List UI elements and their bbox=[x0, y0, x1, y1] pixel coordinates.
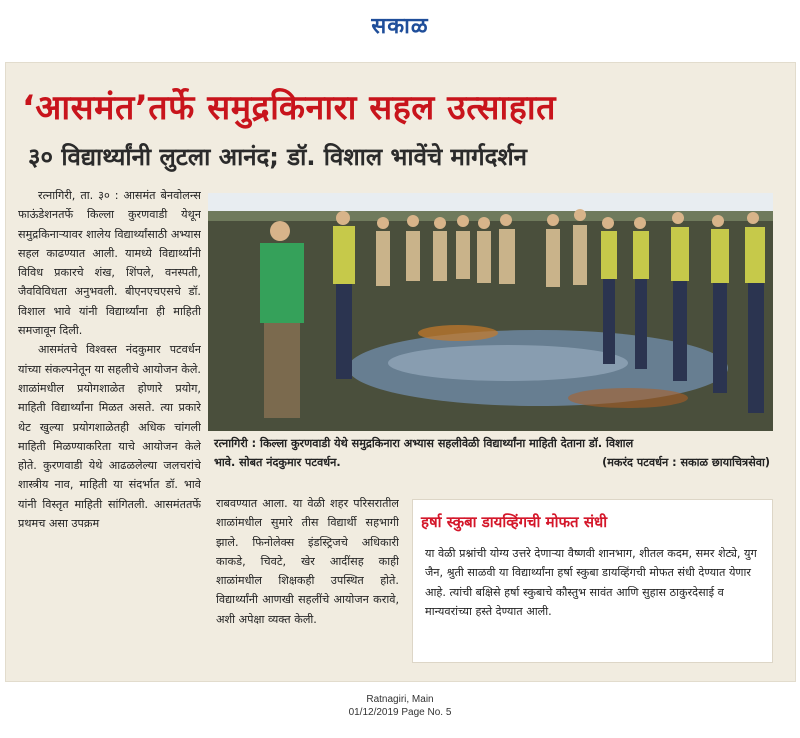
article-paragraph: राबवण्यात आला. या वेळी शहर परिसरातील शाळांमधील सुमारे तीस विद्यार्थी सहभागी झाले. फिनोलेक्स इंडस्ट्रिजचे अधिकारी काकडे, चिवटे, खेर आदींसह काही शाळांमधील शिक्षकही उपस्थित होते. विद्यार्थ्यांनी आणखी सहलींचे आयोजन करावे, अशी अपेक्षा व्यक्त केली. bbox=[216, 497, 399, 626]
article-paragraph: आसमंतचे विश्वस्त नंदकुमार पटवर्धन यांच्या संकल्पनेतून या सहलीचे आयोजन केले. शाळांमधील प्रयोगशाळेत होणारे प्रयोग, माहिती विद्यार्थ्यांना मिळत असते. त्या प्रकारे थेट खुल्या प्रयोगशाळेतही अधिक चांगली माहिती मिळण्याकरिता याचे आयोजन केले होते. कुरणवाडी येथे आढळलेल्या जलचरांचे शास्त्रीय नाव, माहिती या संदर्भात डॉ. भावे यांनी विस्तृत माहिती सांगितली. आसमंततर्फे प्रथमच असा उपक्रम bbox=[18, 343, 201, 531]
masthead-logo: सकाळ bbox=[371, 14, 429, 39]
footer-date-page: 01/12/2019 Page No. 5 bbox=[348, 707, 452, 718]
sidebar-box bbox=[412, 499, 773, 663]
article-paragraph: रत्नागिरी, ता. ३० : आसमंत बेनवोलन्स फाऊंडेशनतर्फे किल्ला कुरणवाडी येथून समुद्रकिनाऱ्यावर शालेय विद्यार्थ्यांसाठी अभ्यास सहल काढण्यात आली. यामध्ये विद्यार्थ्यांनी विविध प्रकारचे शंख, शिंपले, वनस्पती, जैवविविधता अनुभवली. बीएनएचएसचे डॉ. विशाल भावे यांनी विद्यार्थ्यांना ही माहिती समजावून दिली. bbox=[18, 189, 201, 338]
caption-line-1: रत्नागिरी : किल्ला कुरणवाडी येथे समुद्रकिनारा अभ्यास सहलीवेळी विद्यार्थ्यांना माहिती देताना डॉ. विशाल bbox=[214, 437, 634, 450]
photo-credit: (मकरंद पटवर्धन : सकाळ छायाचित्रसेवा) bbox=[602, 456, 770, 469]
headline: ‘आसमंत’तर्फे समुद्रकिनारा सहल उत्साहात bbox=[22, 88, 557, 128]
article-column-2 bbox=[216, 494, 399, 669]
footer-edition: Ratnagiri, Main bbox=[366, 694, 434, 705]
article-column-1 bbox=[18, 186, 201, 676]
box-body: या वेळी प्रश्नांची योग्य उत्तरे देणाऱ्या वैष्णवी शानभाग, शीतल कदम, समर शेट्ये, युग जैन, श्रुती साळवी या विद्यार्थ्यांना हर्षा स्कुबा डायव्हिंगची मोफत संधी देण्यात येणार आहे. त्यांची बक्षिसे हर्षा स्कुबाचे कौस्तुभ सावंत आणि सुहास ठाकुरदेसाई व मान्यवरांच्या हस्ते देण्यात आली. bbox=[425, 547, 757, 618]
news-photo bbox=[208, 193, 773, 431]
photo-caption bbox=[214, 434, 770, 472]
subheadline: ३० विद्यार्थ्यांनी लुटला आनंद; डॉ. विशाल भावेंचे मार्गदर्शन bbox=[28, 143, 528, 171]
caption-line-2: भावे. सोबत नंदकुमार पटवर्धन. bbox=[214, 456, 341, 469]
box-title: हर्षा स्कुबा डायव्हिंगची मोफत संधी bbox=[421, 513, 608, 531]
page-footer bbox=[0, 693, 800, 719]
photo-illustration bbox=[208, 193, 773, 431]
